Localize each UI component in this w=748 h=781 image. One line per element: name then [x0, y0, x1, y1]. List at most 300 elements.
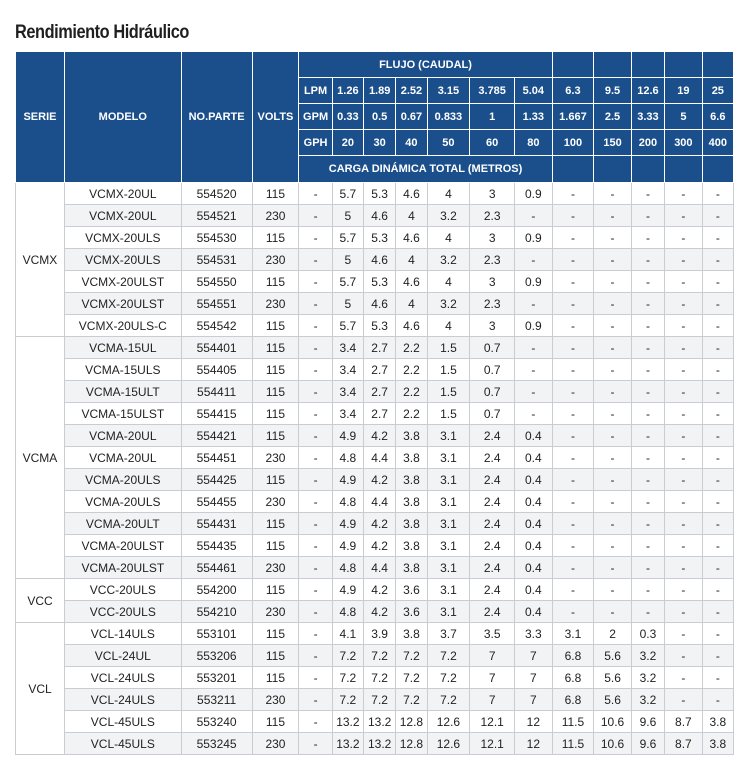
header-lpm-label: LPM	[299, 78, 332, 104]
header-gpm-value: 3.33	[631, 104, 664, 130]
table-row	[16, 359, 734, 381]
volts-cell: 115	[252, 403, 299, 425]
table-row	[16, 271, 734, 293]
head-value-cell: -	[702, 403, 733, 425]
head-value-cell: 3.8	[396, 469, 427, 491]
head-value-cell: 5.3	[364, 271, 396, 293]
head-value-cell: 4.9	[332, 425, 363, 447]
head-value-cell: 2.4	[470, 469, 515, 491]
header-no-parte: NO.PARTE	[181, 52, 252, 183]
head-value-cell: -	[631, 491, 664, 513]
head-value-cell: -	[665, 337, 703, 359]
header-blank	[631, 52, 664, 78]
table-row	[16, 315, 734, 337]
modelo-cell: VCMX-20ULS-C	[64, 315, 181, 337]
modelo-cell: VCMA-15ULS	[64, 359, 181, 381]
header-gph-value: 400	[702, 130, 733, 156]
head-value-cell: 7.2	[427, 645, 470, 667]
head-value-cell: 5.6	[594, 645, 632, 667]
head-value-cell: -	[552, 227, 594, 249]
head-value-cell: 0.4	[515, 601, 553, 623]
head-value-cell: 0.4	[515, 535, 553, 557]
table-row	[16, 733, 734, 755]
head-value-cell: 4.8	[332, 491, 363, 513]
head-value-cell: -	[552, 425, 594, 447]
head-value-cell: -	[631, 227, 664, 249]
head-value-cell: 5.3	[364, 183, 396, 205]
header-gph-value: 50	[427, 130, 470, 156]
part-number-cell: 554200	[181, 579, 252, 601]
head-value-cell: 4	[427, 183, 470, 205]
head-value-cell: -	[702, 579, 733, 601]
head-value-cell: 10.6	[594, 733, 632, 755]
part-number-cell: 554425	[181, 469, 252, 491]
head-value-cell: 5	[332, 249, 363, 271]
head-value-cell: -	[631, 403, 664, 425]
head-value-cell: 0.9	[515, 183, 553, 205]
volts-cell: 115	[252, 711, 299, 733]
head-value-cell: -	[631, 205, 664, 227]
head-value-cell: 3.8	[396, 535, 427, 557]
head-value-cell: 3.1	[427, 535, 470, 557]
header-lpm-value: 1.89	[364, 78, 396, 104]
head-value-cell: -	[702, 183, 733, 205]
head-value-cell: -	[702, 557, 733, 579]
part-number-cell: 554531	[181, 249, 252, 271]
header-lpm-value: 2.52	[396, 78, 427, 104]
header-lpm-value: 3.15	[427, 78, 470, 104]
head-value-cell: 7.2	[364, 689, 396, 711]
head-value-cell: 7	[470, 645, 515, 667]
part-number-cell: 554551	[181, 293, 252, 315]
head-value-cell: 4.8	[332, 447, 363, 469]
head-value-cell: -	[299, 535, 332, 557]
modelo-cell: VCMX-20ULS	[64, 249, 181, 271]
volts-cell: 115	[252, 535, 299, 557]
head-value-cell: 3.1	[427, 557, 470, 579]
head-value-cell: -	[299, 249, 332, 271]
head-value-cell: 12.8	[396, 733, 427, 755]
head-value-cell: -	[552, 183, 594, 205]
head-value-cell: 1.5	[427, 337, 470, 359]
head-value-cell: -	[702, 513, 733, 535]
table-row	[16, 689, 734, 711]
head-value-cell: 3.7	[427, 623, 470, 645]
head-value-cell: -	[631, 293, 664, 315]
head-value-cell: 0.7	[470, 359, 515, 381]
header-lpm-value: 1.26	[332, 78, 363, 104]
head-value-cell: 3.1	[427, 469, 470, 491]
head-value-cell: -	[665, 579, 703, 601]
head-value-cell: -	[665, 535, 703, 557]
head-value-cell: -	[702, 271, 733, 293]
head-value-cell: 4.2	[364, 601, 396, 623]
header-gph-value: 100	[552, 130, 594, 156]
header-gpm-value: 1.667	[552, 104, 594, 130]
head-value-cell: -	[594, 337, 632, 359]
head-value-cell: -	[552, 447, 594, 469]
table-row	[16, 447, 734, 469]
head-value-cell: -	[299, 315, 332, 337]
head-value-cell: 2.4	[470, 601, 515, 623]
head-value-cell: 4.4	[364, 557, 396, 579]
head-value-cell: -	[665, 227, 703, 249]
head-value-cell: 13.2	[332, 711, 363, 733]
header-blank	[594, 156, 632, 183]
head-value-cell: 4.2	[364, 579, 396, 601]
header-lpm-value: 25	[702, 78, 733, 104]
volts-cell: 230	[252, 447, 299, 469]
part-number-cell: 553245	[181, 733, 252, 755]
head-value-cell: -	[631, 249, 664, 271]
volts-cell: 230	[252, 293, 299, 315]
head-value-cell: -	[665, 447, 703, 469]
head-value-cell: 2.7	[364, 403, 396, 425]
header-volts: VOLTS	[252, 52, 299, 183]
head-value-cell: 12.8	[396, 711, 427, 733]
header-gph-value: 300	[665, 130, 703, 156]
head-value-cell: 3.3	[515, 623, 553, 645]
head-value-cell: 0.4	[515, 513, 553, 535]
head-value-cell: -	[594, 249, 632, 271]
head-value-cell: -	[594, 513, 632, 535]
table-row	[16, 337, 734, 359]
head-value-cell: -	[665, 623, 703, 645]
head-value-cell: 5.6	[594, 689, 632, 711]
head-value-cell: 2.3	[470, 293, 515, 315]
head-value-cell: -	[594, 381, 632, 403]
head-value-cell: 3.2	[427, 205, 470, 227]
head-value-cell: -	[665, 557, 703, 579]
header-lpm-value: 5.04	[515, 78, 553, 104]
head-value-cell: 0.7	[470, 403, 515, 425]
head-value-cell: -	[552, 337, 594, 359]
head-value-cell: -	[631, 557, 664, 579]
table-row	[16, 535, 734, 557]
head-value-cell: -	[631, 337, 664, 359]
head-value-cell: 2.7	[364, 359, 396, 381]
modelo-cell: VCMA-20UL	[64, 447, 181, 469]
head-value-cell: -	[665, 667, 703, 689]
modelo-cell: VCMA-20ULT	[64, 513, 181, 535]
head-value-cell: -	[594, 535, 632, 557]
head-value-cell: -	[299, 557, 332, 579]
header-gpm-label: GPM	[299, 104, 332, 130]
head-value-cell: -	[702, 491, 733, 513]
head-value-cell: -	[631, 447, 664, 469]
head-value-cell: 12.6	[427, 711, 470, 733]
head-value-cell: -	[299, 447, 332, 469]
head-value-cell: 3	[470, 315, 515, 337]
head-value-cell: -	[515, 381, 553, 403]
head-value-cell: -	[665, 205, 703, 227]
header-gpm-value: 0.833	[427, 104, 470, 130]
header-blank	[552, 52, 594, 78]
header-lpm-value: 9.5	[594, 78, 632, 104]
modelo-cell: VCMX-20UL	[64, 183, 181, 205]
head-value-cell: 6.8	[552, 689, 594, 711]
table-row	[16, 667, 734, 689]
head-value-cell: 2.3	[470, 249, 515, 271]
part-number-cell: 554520	[181, 183, 252, 205]
head-value-cell: -	[702, 425, 733, 447]
table-row	[16, 557, 734, 579]
head-value-cell: -	[552, 469, 594, 491]
volts-cell: 230	[252, 491, 299, 513]
head-value-cell: -	[552, 557, 594, 579]
head-value-cell: -	[702, 227, 733, 249]
volts-cell: 230	[252, 601, 299, 623]
head-value-cell: -	[299, 183, 332, 205]
head-value-cell: -	[594, 271, 632, 293]
head-value-cell: -	[299, 645, 332, 667]
volts-cell: 115	[252, 579, 299, 601]
head-value-cell: -	[515, 205, 553, 227]
head-value-cell: 3.6	[396, 579, 427, 601]
head-value-cell: -	[299, 623, 332, 645]
head-value-cell: -	[665, 293, 703, 315]
volts-cell: 115	[252, 425, 299, 447]
head-value-cell: -	[665, 359, 703, 381]
head-value-cell: 2.2	[396, 381, 427, 403]
volts-cell: 115	[252, 359, 299, 381]
head-value-cell: -	[299, 227, 332, 249]
head-value-cell: -	[702, 469, 733, 491]
head-value-cell: 3.1	[427, 513, 470, 535]
head-value-cell: 2.2	[396, 359, 427, 381]
page-title: Rendimiento Hidráulico	[15, 22, 189, 43]
head-value-cell: 3.8	[396, 425, 427, 447]
table-row	[16, 249, 734, 271]
head-value-cell: -	[702, 623, 733, 645]
head-value-cell: -	[299, 271, 332, 293]
head-value-cell: 2.2	[396, 403, 427, 425]
head-value-cell: -	[702, 249, 733, 271]
part-number-cell: 554451	[181, 447, 252, 469]
table-row	[16, 381, 734, 403]
modelo-cell: VCL-45ULS	[64, 711, 181, 733]
head-value-cell: 12.1	[470, 733, 515, 755]
head-value-cell: -	[665, 513, 703, 535]
head-value-cell: 5	[332, 293, 363, 315]
head-value-cell: -	[631, 359, 664, 381]
head-value-cell: -	[299, 491, 332, 513]
head-value-cell: 4	[396, 249, 427, 271]
header-blank	[594, 52, 632, 78]
part-number-cell: 554542	[181, 315, 252, 337]
head-value-cell: 4.2	[364, 469, 396, 491]
head-value-cell: -	[702, 535, 733, 557]
head-value-cell: 11.5	[552, 711, 594, 733]
head-value-cell: 2.4	[470, 425, 515, 447]
head-value-cell: 13.2	[332, 733, 363, 755]
head-value-cell: 7.2	[332, 689, 363, 711]
table-row	[16, 491, 734, 513]
volts-cell: 230	[252, 249, 299, 271]
head-value-cell: 0.9	[515, 315, 553, 337]
head-value-cell: -	[594, 469, 632, 491]
head-value-cell: 3.1	[427, 447, 470, 469]
part-number-cell: 554435	[181, 535, 252, 557]
head-value-cell: -	[594, 491, 632, 513]
volts-cell: 230	[252, 689, 299, 711]
head-value-cell: -	[299, 579, 332, 601]
head-value-cell: 0.4	[515, 447, 553, 469]
head-value-cell: 4.2	[364, 535, 396, 557]
table-header	[16, 52, 734, 183]
head-value-cell: 4.6	[364, 249, 396, 271]
head-value-cell: 4	[427, 227, 470, 249]
volts-cell: 115	[252, 381, 299, 403]
head-value-cell: 0.9	[515, 271, 553, 293]
head-value-cell: -	[702, 293, 733, 315]
head-value-cell: 8.7	[665, 733, 703, 755]
header-carga: CARGA DINÁMICA TOTAL (METROS)	[299, 156, 552, 183]
part-number-cell: 554521	[181, 205, 252, 227]
head-value-cell: -	[552, 271, 594, 293]
table-row	[16, 183, 734, 205]
head-value-cell: 4.4	[364, 491, 396, 513]
head-value-cell: 7.2	[364, 645, 396, 667]
table-row	[16, 513, 734, 535]
head-value-cell: 6.8	[552, 645, 594, 667]
head-value-cell: 7	[515, 689, 553, 711]
head-value-cell: 3.1	[427, 601, 470, 623]
header-gph-value: 40	[396, 130, 427, 156]
head-value-cell: 10.6	[594, 711, 632, 733]
header-gpm-value: 0.67	[396, 104, 427, 130]
head-value-cell: -	[631, 425, 664, 447]
header-gpm-value: 2.5	[594, 104, 632, 130]
head-value-cell: 1.5	[427, 381, 470, 403]
head-value-cell: 3.2	[427, 249, 470, 271]
head-value-cell: 4.9	[332, 535, 363, 557]
head-value-cell: -	[631, 271, 664, 293]
table-body	[16, 183, 734, 755]
head-value-cell: 5.7	[332, 271, 363, 293]
head-value-cell: 3.8	[396, 491, 427, 513]
head-value-cell: 12.6	[427, 733, 470, 755]
head-value-cell: 5.3	[364, 315, 396, 337]
head-value-cell: 13.2	[364, 733, 396, 755]
table-row	[16, 205, 734, 227]
head-value-cell: 13.2	[364, 711, 396, 733]
head-value-cell: 3	[470, 271, 515, 293]
modelo-cell: VCMA-20ULST	[64, 557, 181, 579]
volts-cell: 115	[252, 623, 299, 645]
head-value-cell: -	[631, 535, 664, 557]
head-value-cell: 12	[515, 733, 553, 755]
head-value-cell: 4.6	[364, 293, 396, 315]
head-value-cell: 3.8	[396, 447, 427, 469]
header-lpm-value: 19	[665, 78, 703, 104]
head-value-cell: -	[299, 601, 332, 623]
head-value-cell: 7.2	[427, 667, 470, 689]
head-value-cell: -	[665, 645, 703, 667]
head-value-cell: 4.6	[364, 205, 396, 227]
header-blank	[665, 52, 703, 78]
table-row	[16, 711, 734, 733]
head-value-cell: -	[594, 447, 632, 469]
modelo-cell: VCMA-15ULST	[64, 403, 181, 425]
head-value-cell: -	[594, 293, 632, 315]
head-value-cell: 4.1	[332, 623, 363, 645]
head-value-cell: -	[299, 205, 332, 227]
head-value-cell: -	[702, 447, 733, 469]
head-value-cell: 3.2	[427, 293, 470, 315]
head-value-cell: -	[631, 469, 664, 491]
head-value-cell: 4.2	[364, 425, 396, 447]
part-number-cell: 554415	[181, 403, 252, 425]
head-value-cell: 4.6	[396, 271, 427, 293]
head-value-cell: -	[594, 205, 632, 227]
head-value-cell: 4.8	[332, 601, 363, 623]
part-number-cell: 553201	[181, 667, 252, 689]
head-value-cell: 3.8	[396, 623, 427, 645]
head-value-cell: 2.7	[364, 381, 396, 403]
head-value-cell: -	[552, 535, 594, 557]
head-value-cell: 4.8	[332, 557, 363, 579]
volts-cell: 230	[252, 557, 299, 579]
head-value-cell: 3.6	[396, 601, 427, 623]
head-value-cell: 4.9	[332, 579, 363, 601]
head-value-cell: 4	[427, 315, 470, 337]
head-value-cell: -	[665, 491, 703, 513]
head-value-cell: 0.4	[515, 579, 553, 601]
head-value-cell: -	[552, 359, 594, 381]
head-value-cell: 5.7	[332, 315, 363, 337]
table-row	[16, 293, 734, 315]
table-row	[16, 469, 734, 491]
head-value-cell: -	[515, 337, 553, 359]
head-value-cell: -	[631, 183, 664, 205]
volts-cell: 115	[252, 645, 299, 667]
head-value-cell: -	[594, 601, 632, 623]
volts-cell: 230	[252, 205, 299, 227]
serie-cell: VCMX	[16, 183, 65, 337]
head-value-cell: 0.9	[515, 227, 553, 249]
head-value-cell: 5.6	[594, 667, 632, 689]
head-value-cell: 7	[470, 667, 515, 689]
head-value-cell: 3.2	[631, 689, 664, 711]
part-number-cell: 554431	[181, 513, 252, 535]
head-value-cell: 7.2	[364, 667, 396, 689]
head-value-cell: 12.1	[470, 711, 515, 733]
head-value-cell: 4	[396, 293, 427, 315]
head-value-cell: -	[665, 425, 703, 447]
header-gph-label: GPH	[299, 130, 332, 156]
header-gph-value: 60	[470, 130, 515, 156]
header-gph-value: 20	[332, 130, 363, 156]
head-value-cell: -	[299, 359, 332, 381]
table-row	[16, 645, 734, 667]
part-number-cell: 554455	[181, 491, 252, 513]
part-number-cell: 553101	[181, 623, 252, 645]
table-row	[16, 579, 734, 601]
head-value-cell: 3.4	[332, 381, 363, 403]
hydraulic-performance-table	[15, 51, 734, 755]
head-value-cell: -	[552, 579, 594, 601]
head-value-cell: 9.6	[631, 711, 664, 733]
modelo-cell: VCC-20ULS	[64, 601, 181, 623]
head-value-cell: -	[552, 293, 594, 315]
head-value-cell: 7.2	[396, 689, 427, 711]
modelo-cell: VCMA-20ULS	[64, 469, 181, 491]
head-value-cell: -	[552, 205, 594, 227]
part-number-cell: 554401	[181, 337, 252, 359]
head-value-cell: -	[299, 513, 332, 535]
head-value-cell: 7.2	[332, 667, 363, 689]
